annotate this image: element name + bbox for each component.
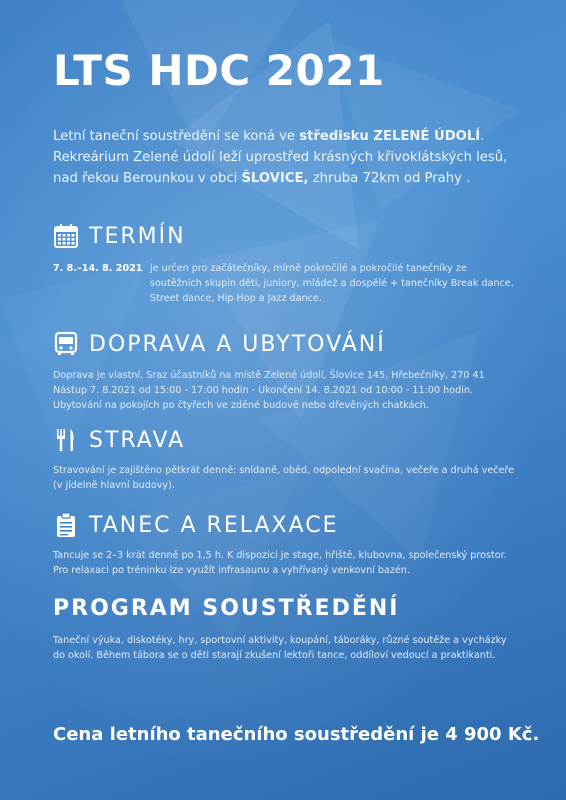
- section-program-title: PROGRAM SOUSTŘEDĚNÍ: [53, 596, 400, 621]
- tanec-text: Tancuje se 2–3 krát denně po 1,5 h. K dispozici je stage, hřiště, klubovna, společenský prostor. Pro relaxaci po tréninku lze využít infrasaunu a vyhřívaný venkovní bazén.: [53, 550, 507, 576]
- section-tanec-title: TANEC A RELAXACE: [89, 512, 339, 538]
- program-text: Taneční výuka, diskotéky, hry, sportovní aktivity, koupání, táboráky, různé soutěže a vycházky do okolí. Během tábora se o děti starají zkušení lektoři tance, oddíloví vedoucí a praktikanti.: [53, 635, 507, 661]
- section-strava-title: STRAVA: [89, 427, 186, 453]
- section-doprava-title: DOPRAVA A UBYTOVÁNÍ: [89, 331, 386, 357]
- cutlery-icon: [53, 427, 79, 453]
- intro-bold-venue: středisku ZELENÉ ÚDOLÍ: [299, 129, 481, 144]
- intro-text-3: zhruba 72km od Prahy .: [308, 171, 471, 186]
- intro-text-1: Letní taneční soustředění se koná ve: [53, 129, 300, 144]
- termin-details: [53, 261, 515, 306]
- intro-paragraph: [53, 126, 533, 189]
- doprava-text: Doprava je vlastní. Sraz účastníků na místě Zelené údolí, Šlovice 145, Hřebečníky, 270 41 Nástup 7. 8.2021 od 15:00 - 17:00 hodin - Ukončení 14. 8.2021 od 10:00 - 11:00 hodin. Ubytování na pokojích po čtyřech ve zděné budově nebo dřevěných chatkách.: [53, 370, 485, 411]
- intro-bold-village: ŠLOVICE,: [241, 171, 309, 186]
- section-tanec-heading: [53, 512, 339, 538]
- termin-text: je určen pro začátečníky, mírně pokročilé a pokročilé tanečníky ze soutěžních skupin děti, juniory, mládež a dospělé + tanečníky Break dance, Street dance, Hip Hop a Jazz dance.: [150, 263, 514, 304]
- calendar-icon: [53, 223, 79, 249]
- bus-icon: [53, 331, 79, 357]
- section-strava-heading: [53, 427, 185, 453]
- strava-text: Stravování je zajištěno pětkrát denně: snídaně, oběd, odpolední svačina, večeře a druhá večeře (v jídelně hlavní budovy).: [53, 465, 515, 491]
- price-statement: Cena letního tanečního soustředění je 4 900 Kč.: [53, 724, 540, 745]
- section-termin-heading: [53, 223, 186, 249]
- termin-date: 7. 8.–14. 8. 2021: [53, 263, 143, 274]
- intro-text-2: . Rekreárium Zelené údolí leží uprostřed krásných křivoklátských lesů, nad řekou Berounkou v obci: [53, 129, 508, 186]
- section-termin-title: TERMÍN: [89, 223, 186, 249]
- clipboard-icon: [53, 512, 79, 538]
- section-doprava-heading: [53, 331, 386, 357]
- page-title: LTS HDC 2021: [53, 46, 385, 95]
